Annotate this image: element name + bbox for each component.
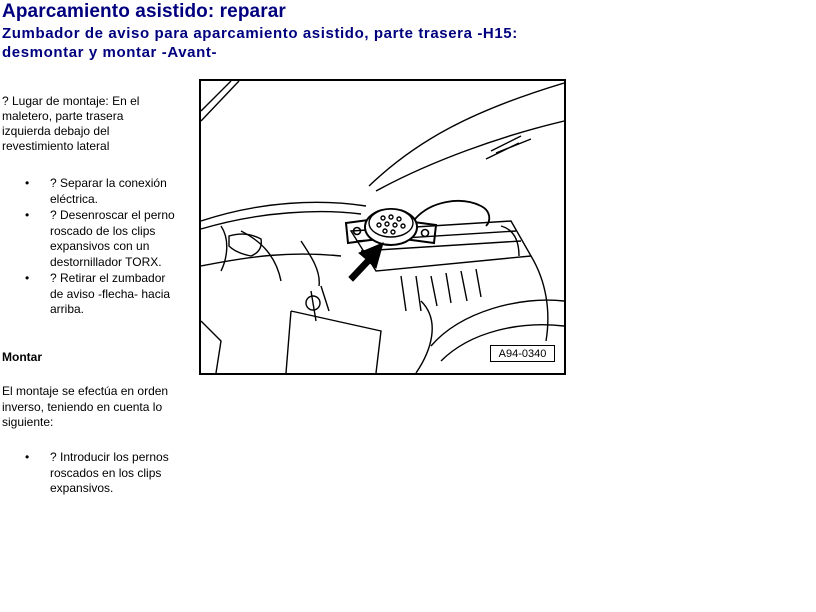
removal-steps-list <box>0 176 180 319</box>
list-item: • ? Introducir los pernos roscados en los clips expansivos. <box>0 450 180 497</box>
list-item: • ? Retirar el zumbador de aviso -flecha- hacia arriba. <box>0 271 180 318</box>
technical-drawing <box>201 81 564 373</box>
install-steps-list <box>0 450 180 498</box>
page-title: Aparcamiento asistido: reparar <box>2 1 286 22</box>
subtitle-line-1: Zumbador de aviso para aparcamiento asistido, parte trasera -H15: <box>2 25 518 42</box>
mounting-location-text: ? Lugar de montaje: En el maletero, parte trasera izquierda debajo del revestimiento lateral <box>2 94 140 153</box>
install-heading: Montar <box>2 350 42 364</box>
subtitle-line-2: desmontar y montar -Avant- <box>2 44 218 61</box>
list-item: • ? Desenroscar el perno roscado de los clips expansivos con un destornillador TORX. <box>0 208 180 270</box>
buzzer-illustration <box>199 79 566 375</box>
page-subtitle <box>2 24 602 62</box>
figure-label: A94-0340 <box>490 345 555 362</box>
install-text: El montaje se efectúa en orden inverso, teniendo en cuenta lo siguiente: <box>2 384 169 429</box>
list-item: • ? Separar la conexión eléctrica. <box>0 176 180 207</box>
